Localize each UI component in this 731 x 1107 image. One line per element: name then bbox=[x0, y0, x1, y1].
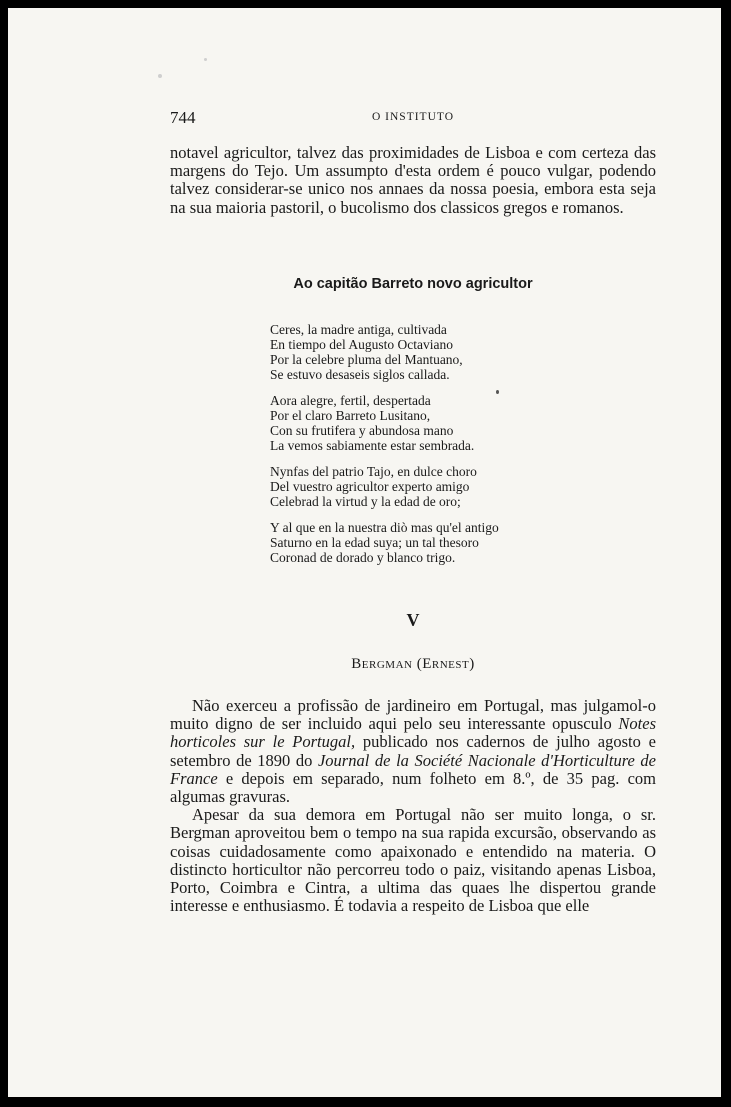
intro-paragraph: notavel agricultor, talvez das proximidades de Lisboa e com certeza das margens do Tejo. Um assumpto d'esta ordem é pouco vulgar, podendo talvez considerar-se unico nos annaes da nossa poesia, embora esta seja na sua maioria pastoril, o bucolismo dos classicos gregos e romanos. bbox=[170, 143, 656, 217]
poem-stanza bbox=[270, 393, 590, 453]
poem-line: Nynfas del patrio Tajo, en dulce choro bbox=[270, 464, 477, 479]
body-text-run: e depois em separado, num folheto em 8.º, de 35 pag. com algumas gravuras. bbox=[170, 768, 656, 807]
poem-line: Saturno en la edad suya; un tal thesoro bbox=[270, 535, 479, 550]
poem-line: Aora alegre, fertil, despertada bbox=[270, 393, 431, 408]
poem-stanza bbox=[270, 322, 590, 382]
poem-line: Ceres, la madre antiga, cultivada bbox=[270, 322, 447, 337]
page-header bbox=[170, 108, 656, 130]
poem-line: Del vuestro agricultor experto amigo bbox=[270, 479, 470, 494]
poem-line: Y al que en la nuestra diò mas qu'el antigo bbox=[270, 520, 499, 535]
poem-stanza bbox=[270, 464, 590, 509]
body-text-run: Não exerceu a profissão de jardineiro em Portugal, mas julgamol-o muito digno de ser incluido aqui pelo seu interessante opusculo bbox=[170, 696, 656, 734]
section-heading: Bergman (Ernest) bbox=[351, 656, 475, 672]
body-paragraph bbox=[170, 697, 656, 806]
intro-paragraph-block bbox=[170, 144, 656, 217]
poem-line: Con su frutifera y abundosa mano bbox=[270, 423, 454, 438]
poem-line: La vemos sabiamente estar sembrada. bbox=[270, 438, 475, 453]
poem-title: Ao capitão Barreto novo agricultor bbox=[293, 276, 533, 292]
poem-line: Por la celebre pluma del Mantuano, bbox=[270, 352, 463, 367]
body-paragraph: Apesar da sua demora em Portugal não ser muito longa, o sr. Bergman aproveitou bem o tempo na sua rapida excursão, observando as coisas cuidadosamente como apaixonado e entendido na materia. O distincto horticultor não percorreu todo o paiz, visitando apenas Lisboa, Porto, Coimbra e Cintra, a ultima das quaes lhe dispertou grande interesse e enthusiasmo. É todavia a respeito de Lisboa que elle bbox=[170, 805, 656, 916]
section-numeral: V bbox=[406, 610, 420, 630]
poem-line: Coronad de dorado y blanco trigo. bbox=[270, 550, 456, 565]
journal-title: Journal de la Société Nacionale d'Horticulture de France bbox=[170, 750, 656, 788]
paper-speck bbox=[204, 58, 207, 61]
running-head: O INSTITUTO bbox=[371, 111, 455, 123]
publication-title: Notes horticoles sur le Portugal, bbox=[170, 714, 656, 752]
body-text bbox=[170, 697, 656, 915]
poem-stanza bbox=[270, 520, 590, 565]
poem-line: Por el claro Barreto Lusitano, bbox=[270, 408, 431, 423]
poem-line: Celebrad la virtud y la edad de oro; bbox=[270, 494, 461, 509]
poem-line: En tiempo del Augusto Octaviano bbox=[270, 337, 453, 352]
poem-line: Se estuvo desaseis siglos callada. bbox=[270, 367, 450, 382]
page-number: 744 bbox=[170, 108, 196, 127]
poem bbox=[270, 322, 590, 576]
body-text-run: publicado nos cadernos de julho agosto e setembro de 1890 do bbox=[170, 732, 656, 770]
document-page bbox=[8, 8, 721, 1097]
paper-speck bbox=[158, 74, 162, 78]
